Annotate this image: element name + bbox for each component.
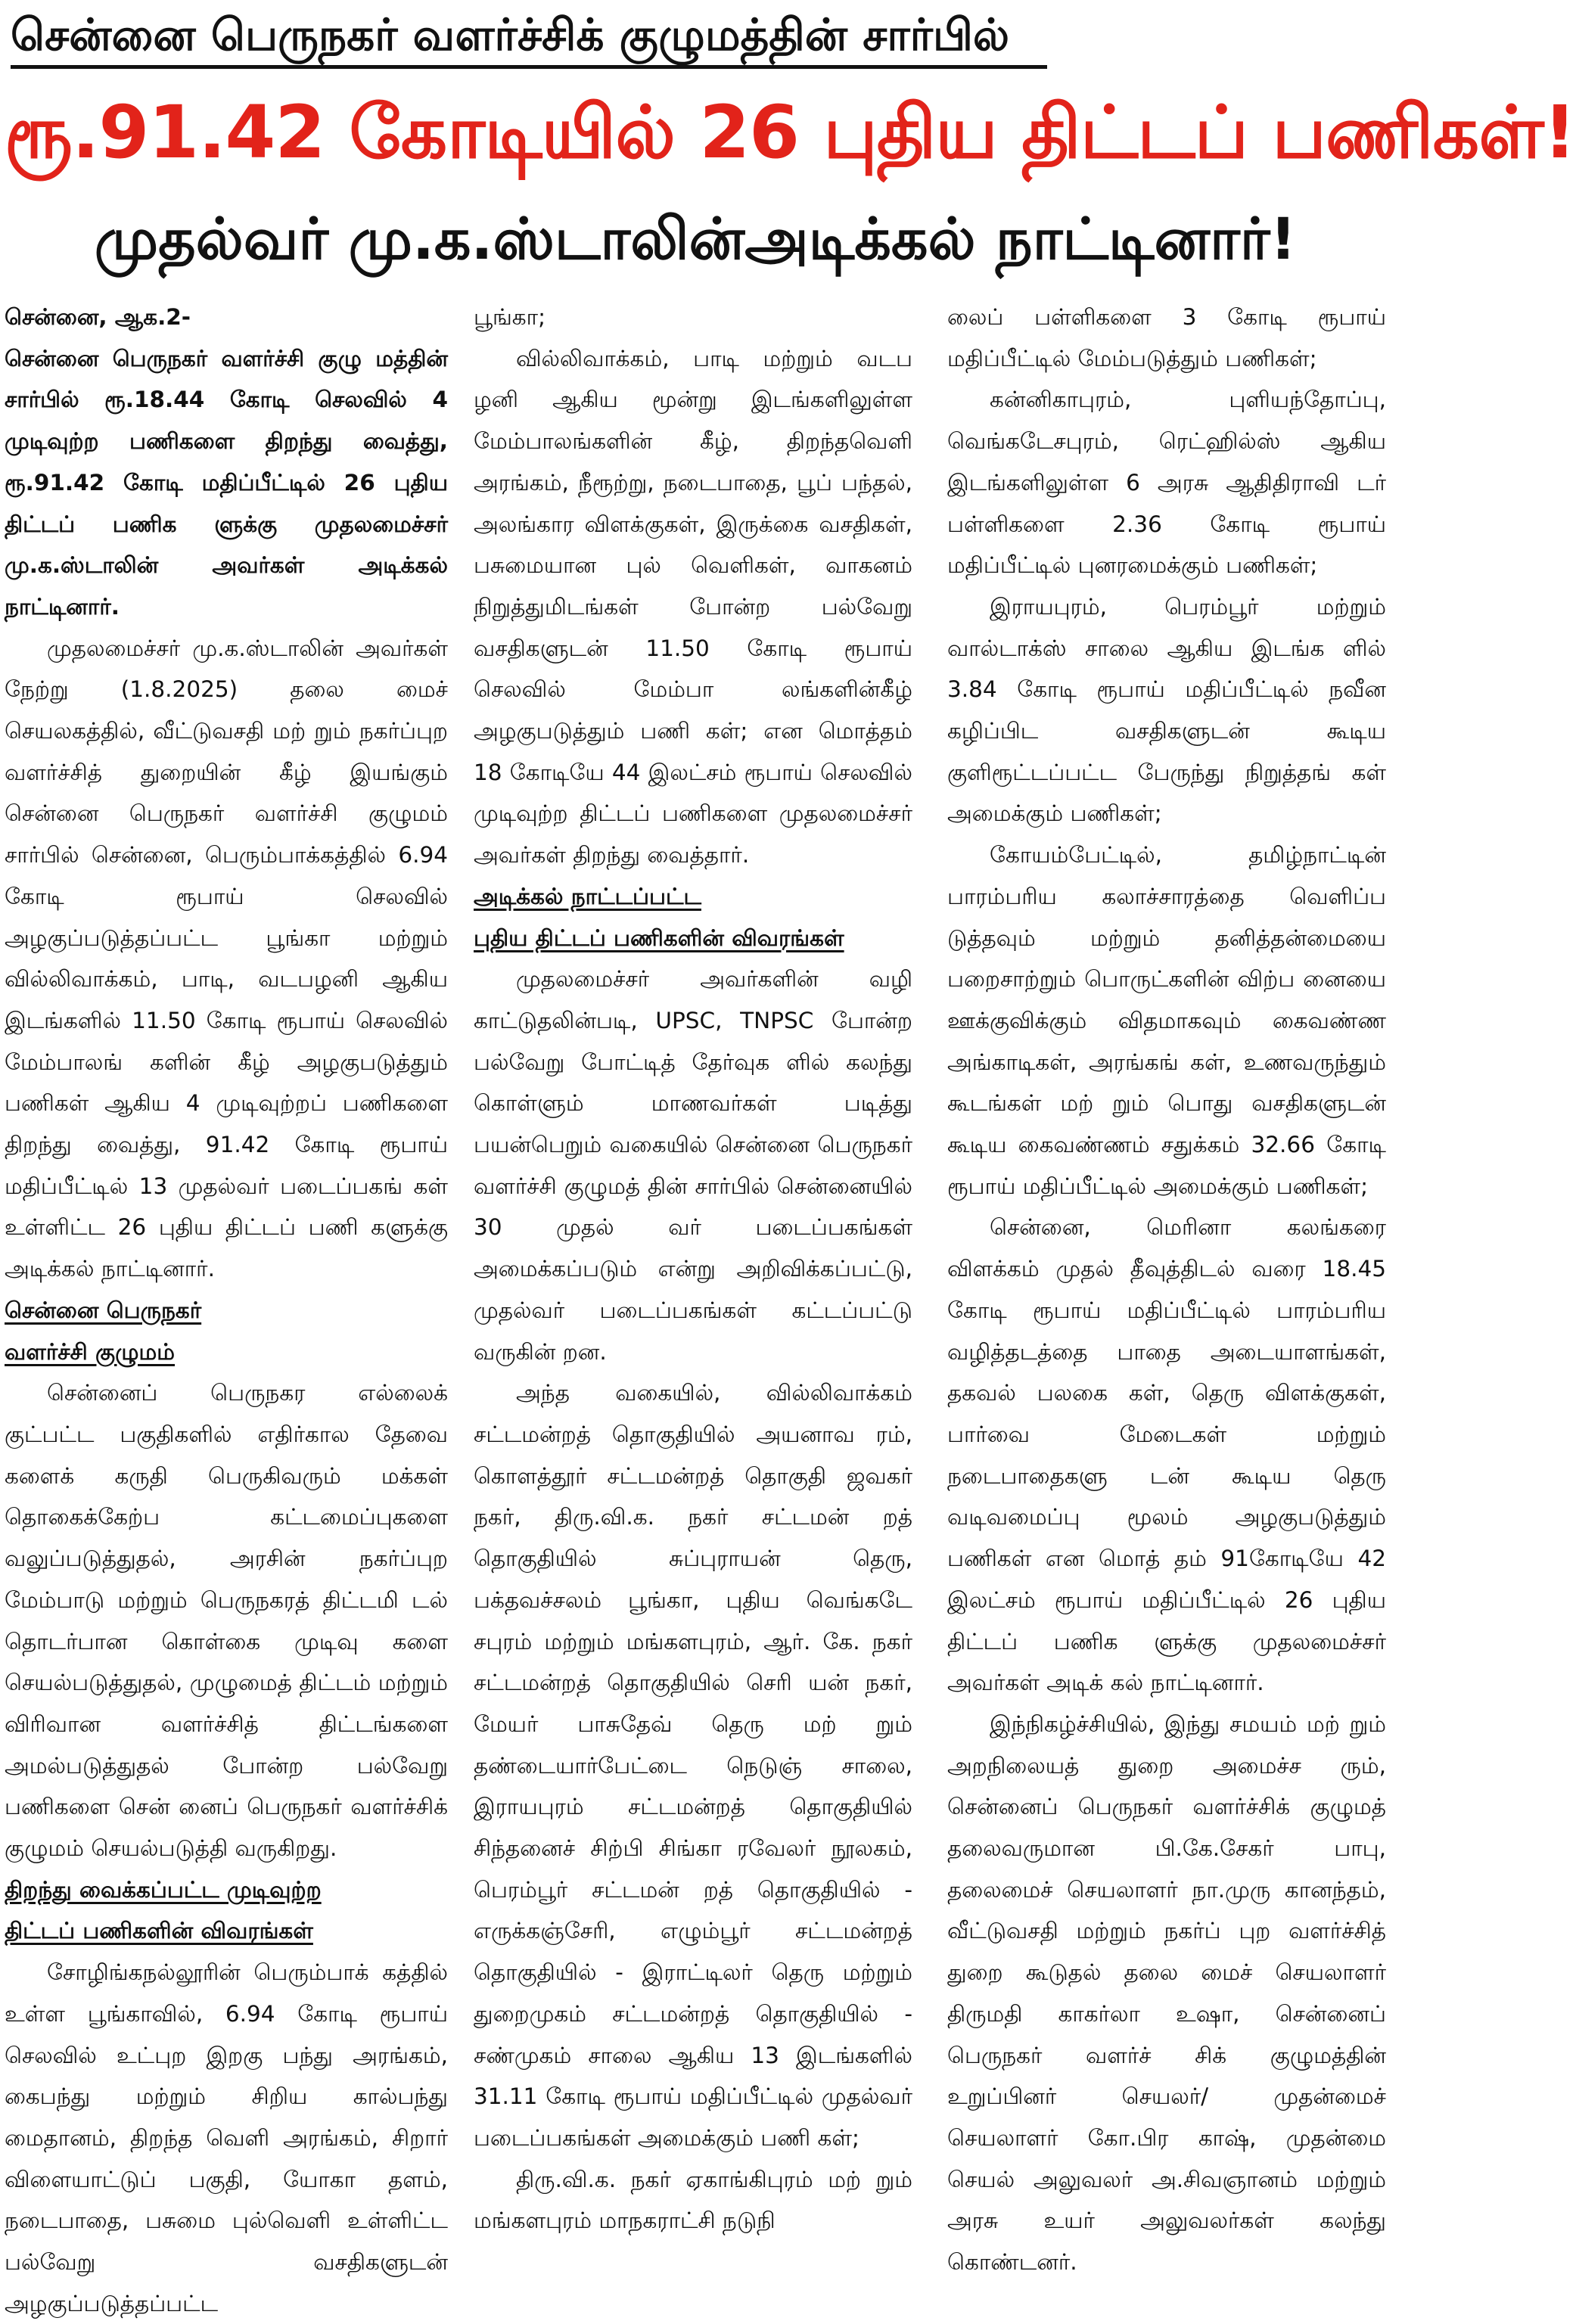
section-heading-line: வளர்ச்சி குழுமம் (5, 1338, 176, 1365)
paragraph: இந்நிகழ்ச்சியில், இந்து சமயம் மற் றும் அறநிலையத் துறை அமைச்ச ரும், சென்னைப் பெருநகர் வளர்ச்சிக் குழுமத் தலைவருமான பி.கே.சேகர் பாபு, தலைமைச் செயலாளர் நா.முரு கானந்தம், வீட்டுவசதி மற்றும் நகர்ப் புற வளர்ச்சித் துறை கூடுதல் தலை மைச் செயலாளர் திருமதி காகர்லா உஷா, சென்னைப் பெருநகர் வளர்ச் சிக் குழுமத்தின் உறுப்பினர் செயலர்/ முதன்மைச் செயலாளர் கோ.பிர காஷ், முதன்மை செயல் அலுவலர் அ.சிவஞானம் மற்றும் அரசு உயர் அலுவலர்கள் கலந்து கொண்டனர். (947, 1710, 1386, 2276)
column-1 (5, 297, 448, 2316)
paragraph: லைப் பள்ளிகளை 3 கோடி ரூபாய் மதிப்பீட்டில் மேம்படுத்தும் பணிகள்; (947, 304, 1386, 371)
sub-headline: முதல்வர் மு.க.ஸ்டாலின்அடிக்கல் நாட்டினார்! (94, 205, 1297, 272)
section-heading-line: அடிக்கல் நாட்டப்பட்ட (474, 883, 701, 909)
paragraph: கன்னிகாபுரம், புளியந்தோப்பு, வெங்கடேசபுரம், ரெட்ஹில்ஸ் ஆகிய இடங்களிலுள்ள 6 அரசு ஆதிதிராவி டர் பள்ளிகளை 2.36 கோடி ரூபாய் மதிப்பீட்டில் புனரமைக்கும் பணிகள்; (947, 387, 1386, 579)
section-heading-line: திறந்து வைக்கப்பட்ட முடிவுற்ற (5, 1876, 322, 1903)
paragraph: இராயபுரம், பெரம்பூர் மற்றும் வால்டாக்ஸ் சாலை ஆகிய இடங்க ளில் 3.84 கோடி ரூபாய் மதிப்பீட்டில் நவீன கழிப்பிட வசதிகளுடன் கூடிய குளிரூட்டப்பட்ட பேருந்து நிறுத்தங் கள் அமைக்கும் பணிகள்; (947, 593, 1386, 827)
paragraph: முதலமைச்சர் அவர்களின் வழி காட்டுதலின்படி, UPSC, TNPSC போன்ற பல்வேறு போட்டித் தேர்வுக ளில் கலந்து கொள்ளும் மாணவர்கள் படித்து பயன்பெறும் வகையில் சென்னை பெருநகர் வளர்ச்சி குழுமத் தின் சார்பில் சென்னையில் 30 முதல் வர் படைப்பகங்கள் அமைக்கப்படும் என்று அறிவிக்கப்பட்டு, முதல்வர் படைப்பகங்கள் கட்டப்பட்டு வருகின் றன. (474, 966, 912, 1365)
section-heading (5, 1290, 448, 1372)
section-heading-line: திட்டப் பணிகளின் விவரங்கள் (5, 1918, 313, 1944)
lead-paragraph: சென்னை பெருநகர் வளர்ச்சி குழு மத்தின் சார்பில் ரூ.18.44 கோடி செலவில் 4 முடிவுற்ற பணிகளை திறந்து வைத்து, ரூ.91.42 கோடி மதிப்பீட்டில் 26 புதிய திட்டப் பணிக ளுக்கு முதலமைச்சர் மு.க.ஸ்டாலின் அவர்கள் அடிக்கல் நாட்டினார். (5, 345, 448, 620)
section-heading (5, 1869, 448, 1952)
main-headline: ரூ.91.42 கோடியில் 26 புதிய திட்டப் பணிகள்! (5, 90, 1576, 175)
paragraph: பூங்கா; (474, 304, 546, 330)
section-heading (474, 876, 912, 958)
section-heading-line: புதிய திட்டப் பணிகளின் விவரங்கள் (474, 924, 844, 951)
paragraph: சென்னைப் பெருநகர எல்லைக் குட்பட்ட பகுதிகளில் எதிர்கால தேவை களைக் கருதி பெருகிவரும் மக்கள் தொகைக்கேற்ப கட்டமைப்புகளை வலுப்படுத்துதல், அரசின் நகர்ப்புற மேம்பாடு மற்றும் பெருநகரத் திட்டமி டல் தொடர்பான கொள்கை முடிவு களை செயல்படுத்துதல், முழுமைத் திட்டம் மற்றும் விரிவான வளர்ச்சித் திட்டங்களை அமல்படுத்துதல் போன்ற பல்வேறு பணிகளை சென் னைப் பெருநகர் வளர்ச்சிக் குழுமம் செயல்படுத்தி வருகிறது. (5, 1380, 448, 1862)
paragraph: முதலமைச்சர் மு.க.ஸ்டாலின் அவர்கள் நேற்று (1.8.2025) தலை மைச் செயலகத்தில், வீட்டுவசதி மற் றும் நகர்ப்புற வளர்ச்சித் துறையின் கீழ் இயங்கும் சென்னை பெருநகர் வளர்ச்சி குழுமம் சார்பில் சென்னை, பெரும்பாக்கத்தில் 6.94 கோடி ரூபாய் செலவில் அழகுப்படுத்தப்பட்ட பூங்கா மற்றும் வில்லிவாக்கம், பாடி, வடபழனி ஆகிய இடங்களில் 11.50 கோடி ரூபாய் செலவில் மேம்பாலங் களின் கீழ் அழகுபடுத்தும் பணிகள் ஆகிய 4 முடிவுற்றப் பணிகளை திறந்து வைத்து, 91.42 கோடி ரூபாய் மதிப்பீட்டில் 13 முதல்வர் படைப்பகங் கள் உள்ளிட்ட 26 புதிய திட்டப் பணி களுக்கு அடிக்கல் நாட்டினார். (5, 635, 448, 1282)
dateline: சென்னை, ஆக.2- (5, 304, 191, 330)
paragraph: சோழிங்கநல்லூரின் பெரும்பாக் கத்தில் உள்ள பூங்காவில், 6.94 கோடி ரூபாய் செலவில் உட்புற இறகு பந்து அரங்கம், கைபந்து மற்றும் சிறிய கால்பந்து மைதானம், திறந்த வெளி அரங்கம், சிறார் விளையாட்டுப் பகுதி, யோகா தளம், நடைபாதை, பசுமை புல்வெளி உள்ளிட்ட பல்வேறு வசதிகளுடன் அழகுப்படுத்தப்பட்ட (5, 1959, 448, 2316)
paragraph: வில்லிவாக்கம், பாடி மற்றும் வடப ழனி ஆகிய மூன்று இடங்களிலுள்ள மேம்பாலங்களின் கீழ், திறந்தவெளி அரங்கம், நீரூற்று, நடைபாதை, பூப் பந்தல், அலங்கார விளக்குகள், இருக்கை வசதிகள், பசுமையான புல் வெளிகள், வாகனம் நிறுத்துமிடங்கள் போன்ற பல்வேறு வசதிகளுடன் 11.50 கோடி ரூபாய் செலவில் மேம்பா லங்களின்கீழ் அழகுபடுத்தும் பணி கள்; என மொத்தம் 18 கோடியே 44 இலட்சம் ரூபாய் செலவில் முடிவுற்ற திட்டப் பணிகளை முதலமைச்சர் அவர்கள் திறந்து வைத்தார். (474, 345, 912, 868)
kicker-underline (11, 65, 1047, 69)
paragraph: கோயம்பேட்டில், தமிழ்நாட்டின் பாரம்பரிய கலாச்சாரத்தை வெளிப்ப டுத்தவும் மற்றும் தனித்தன்மையை பறைசாற்றும் பொருட்களின் விற்ப னையை ஊக்குவிக்கும் விதமாகவும் கைவண்ண அங்காடிகள், அரங்கங் கள், உணவருந்தும் கூடங்கள் மற் றும் பொது வசதிகளுடன் கூடிய கைவண்ணம் சதுக்கம் 32.66 கோடி ரூபாய் மதிப்பீட்டில் அமைக்கும் பணிகள்; (947, 842, 1386, 1199)
kicker-headline: சென்னை பெருநகர் வளர்ச்சிக் குழுமத்தின் சார்பில் (11, 9, 1010, 61)
paragraph: சென்னை, மெரினா கலங்கரை விளக்கம் முதல் தீவுத்திடல் வரை 18.45 கோடி ரூபாய் மதிப்பீட்டில் பாரம்பரிய வழித்தடத்தை பாதை அடையாளங்கள், தகவல் பலகை கள், தெரு விளக்குகள், பார்வை மேடைகள் மற்றும் நடைபாதைகளு டன் கூடிய தெரு வடிவமைப்பு மூலம் அழகுபடுத்தும் பணிகள் என மொத் தம் 91கோடியே 42 இலட்சம் ரூபாய் மதிப்பீட்டில் 26 புதிய திட்டப் பணிக ளுக்கு முதலமைச்சர் அவர்கள் அடிக் கல் நாட்டினார். (947, 1214, 1386, 1696)
section-heading-line: சென்னை பெருநகர் (5, 1297, 202, 1323)
column-3 (947, 297, 1386, 2276)
column-2 (474, 297, 912, 2234)
paragraph: அந்த வகையில், வில்லிவாக்கம் சட்டமன்றத் தொகுதியில் அயனாவ ரம், கொளத்தூர் சட்டமன்றத் தொகுதி ஜவகர் நகர், திரு.வி.க. நகர் சட்டமன் றத் தொகுதியில் சுப்புராயன் தெரு, பக்தவச்சலம் பூங்கா, புதிய வெங்கடே சபுரம் மற்றும் மங்களபுரம், ஆர். கே. நகர் சட்டமன்றத் தொகுதியில் செரி யன் நகர், மேயர் பாசுதேவ் தெரு மற் றும் தண்டையார்பேட்டை நெடுஞ் சாலை, இராயபுரம் சட்டமன்றத் தொகுதியில் சிந்தனைச் சிற்பி சிங்கா ரவேலர் நூலகம், பெரம்பூர் சட்டமன் றத் தொகுதியில் - எருக்கஞ்சேரி, எழும்பூர் சட்டமன்றத் தொகுதியில் - இராட்டிலர் தெரு மற்றும் துறைமுகம் சட்டமன்றத் தொகுதியில் - சண்முகம் சாலை ஆகிய 13 இடங்களில் 31.11 கோடி ரூபாய் மதிப்பீட்டில் முதல்வர் படைப்பகங்கள் அமைக்கும் பணி கள்; (474, 1380, 912, 2151)
paragraph: திரு.வி.க. நகர் ஏகாங்கிபுரம் மற் றும் மங்களபுரம் மாநகராட்சி நடுநி (474, 2166, 912, 2234)
